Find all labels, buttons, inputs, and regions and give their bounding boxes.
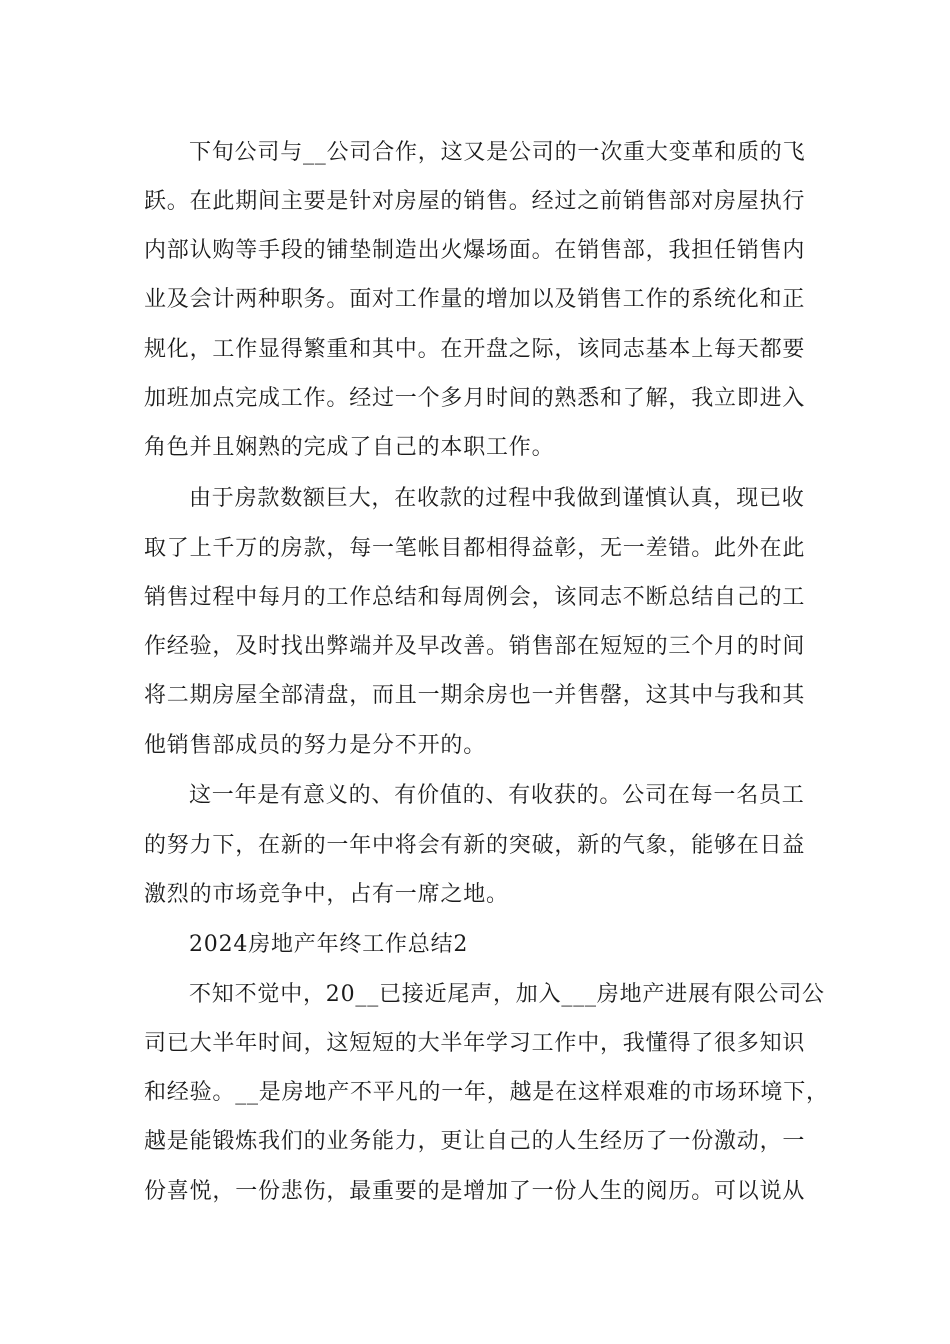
paragraph-4-line: 不知不觉中，20__已接近尾声，加入___房地产进展有限公司公	[189, 982, 825, 1007]
paragraph-4-line: 越是能锻炼我们的业务能力，更让自己的人生经历了一份激动，一	[144, 1129, 806, 1154]
paragraph-3-line: 激烈的市场竞争中，占有一席之地。	[144, 882, 509, 907]
paragraph-3-line: 这一年是有意义的、有价值的、有收获的。公司在每一名员工	[189, 783, 805, 808]
paragraph-1-line: 加班加点完成工作。经过一个多月时间的熟悉和了解，我立即进入	[144, 386, 806, 411]
paragraph-1-line: 下旬公司与__公司合作，这又是公司的一次重大变革和质的飞	[189, 140, 806, 165]
paragraph-4-line: 份喜悦，一份悲伤，最重要的是增加了一份人生的阅历。可以说从	[144, 1179, 806, 1204]
paragraph-1-line: 跃。在此期间主要是针对房屋的销售。经过之前销售部对房屋执行	[144, 189, 806, 214]
paragraph-2-line: 他销售部成员的努力是分不开的。	[144, 733, 487, 758]
paragraph-1-line: 内部认购等手段的铺垫制造出火爆场面。在销售部，我担任销售内	[144, 238, 806, 263]
paragraph-2-line: 销售过程中每月的工作总结和每周例会，该同志不断总结自己的工	[144, 585, 806, 610]
paragraph-1-line: 业及会计两种职务。面对工作量的增加以及销售工作的系统化和正	[144, 287, 806, 312]
paragraph-4-line: 司已大半年时间，这短短的大半年学习工作中，我懂得了很多知识	[144, 1031, 806, 1056]
paragraph-2-line: 作经验，及时找出弊端并及早改善。销售部在短短的三个月的时间	[144, 634, 806, 659]
paragraph-1-line: 角色并且娴熟的完成了自己的本职工作。	[144, 435, 555, 460]
paragraph-4-line: 和经验。__是房地产不平凡的一年，越是在这样艰难的市场环境下，	[144, 1080, 829, 1105]
section-heading: 2024房地产年终工作总结2	[189, 932, 469, 957]
paragraph-2-line: 由于房款数额巨大，在收款的过程中我做到谨慎认真，现已收	[189, 486, 805, 511]
paragraph-3-line: 的努力下，在新的一年中将会有新的突破，新的气象，能够在日益	[144, 833, 806, 858]
paragraph-1-line: 规化，工作显得繁重和其中。在开盘之际，该同志基本上每天都要	[144, 337, 806, 362]
paragraph-2-line: 取了上千万的房款，每一笔帐目都相得益彰，无一差错。此外在此	[144, 536, 806, 561]
paragraph-2-line: 将二期房屋全部清盘，而且一期余房也一并售罄，这其中与我和其	[144, 683, 806, 708]
